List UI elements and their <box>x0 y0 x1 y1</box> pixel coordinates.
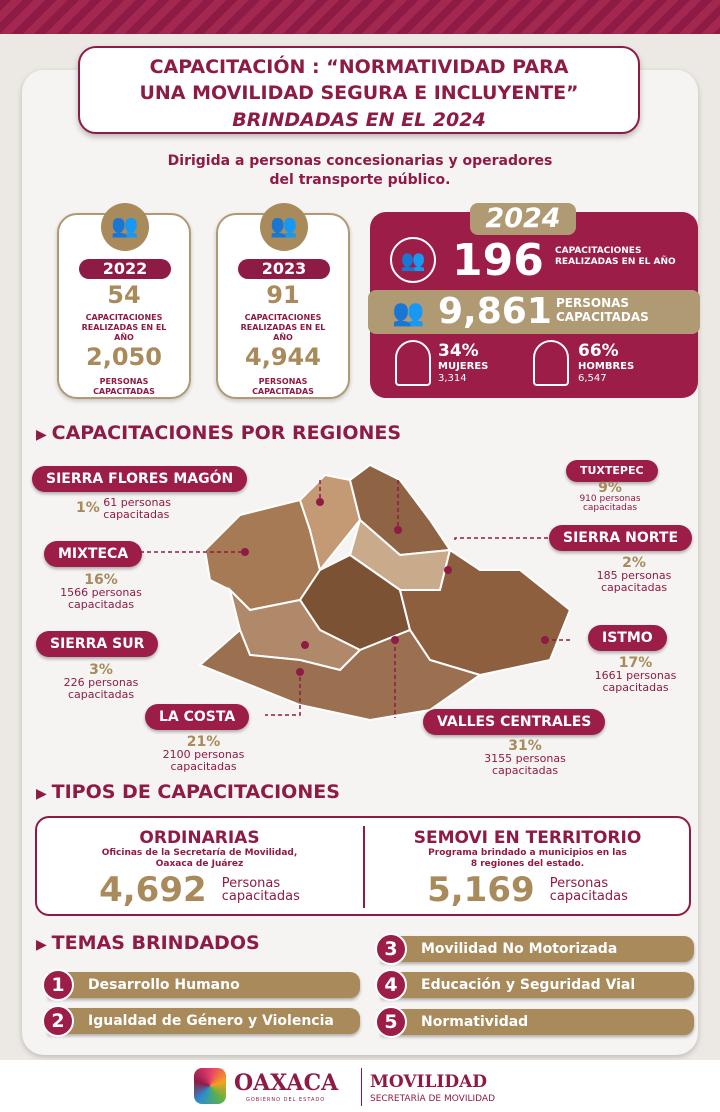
region-info-istmo <box>588 657 683 694</box>
count: 61 personas capacitadas <box>103 496 171 521</box>
year-badge-2024: 2024 <box>470 203 576 235</box>
personas-label: PERSONAS CAPACITADAS <box>252 377 314 396</box>
region-info-valles <box>475 740 575 777</box>
men-label: HOMBRES <box>578 361 635 372</box>
oaxaca-logo-icon <box>194 1068 226 1104</box>
capacitaciones-count: 91 <box>266 281 300 309</box>
tema-label: Educación y Seguridad Vial <box>421 977 636 993</box>
tema-item <box>48 1008 360 1034</box>
tipo-desc: Programa brindado a municipios en las <box>428 848 627 858</box>
count: 3155 personas capacitadas <box>484 752 566 777</box>
tipo-number-label <box>222 877 300 903</box>
region-info-tuxtepec <box>570 480 650 513</box>
card-2023 <box>216 213 350 399</box>
tema-number: 3 <box>375 933 407 965</box>
capacitaciones-label: CAPACITACIONES REALIZADAS EN EL AÑO <box>81 313 167 342</box>
pct: 16% <box>84 572 118 588</box>
region-label-valles: VALLES CENTRALES <box>423 709 605 735</box>
year-badge: 2022 <box>79 259 171 279</box>
tema-item <box>381 936 694 962</box>
women-pct: 34% <box>438 341 479 361</box>
woman-icon <box>395 340 431 386</box>
region-label-sierra-sur: SIERRA SUR <box>36 631 158 657</box>
people-icon: 👥 <box>392 298 425 328</box>
tipo-semovi <box>365 818 690 910</box>
tipo-desc: Oaxaca de Juárez <box>155 859 244 869</box>
women-count: 3,314 <box>438 373 467 384</box>
region-label-costa: LA COSTA <box>145 704 249 730</box>
label-line: Personas <box>221 876 281 891</box>
pct: 1% <box>76 500 100 516</box>
region-label-mixteca: MIXTECA <box>44 541 142 567</box>
tema-label: Normatividad <box>421 1014 529 1030</box>
capacitaciones-label: CAPACITACIONES REALIZADAS EN EL AÑO <box>240 313 326 342</box>
training-icon: 👥 <box>390 237 436 283</box>
title-box <box>78 46 640 134</box>
region-info-sierra-flores <box>76 497 196 521</box>
secretaria-text: SECRETARÍA DE MOVILIDAD <box>370 1094 496 1104</box>
region-label-istmo: ISTMO <box>588 625 667 651</box>
count: 185 personas capacitadas <box>596 569 672 594</box>
pct: 21% <box>186 734 221 750</box>
pct: 2% <box>622 555 646 571</box>
subtitle-line-1: Dirigida a personas concesionarias y operadores <box>167 153 553 169</box>
tema-item <box>381 1009 694 1035</box>
movilidad-text: MOVILIDAD <box>370 1072 488 1092</box>
tipo-title: SEMOVI EN TERRITORIO <box>413 828 642 848</box>
tipo-number: 4,692 <box>99 870 207 910</box>
men-pct: 66% <box>578 341 619 361</box>
region-mixteca <box>205 500 320 610</box>
oaxaca-logo-text: OAXACA <box>234 1070 339 1096</box>
temas-heading: ▶ TEMAS BRINDADOS <box>36 932 260 954</box>
title-line-1: CAPACITACIÓN : “NORMATIVIDAD PARA <box>149 56 569 78</box>
men-count: 6,547 <box>578 373 607 384</box>
personas-2024-label: PERSONAS CAPACITADAS <box>556 296 649 324</box>
region-info-costa <box>156 736 251 773</box>
count: 910 personas capacitadas <box>579 494 641 513</box>
training-icon: 👥 <box>101 203 149 251</box>
pct: 3% <box>89 662 113 678</box>
pct: 31% <box>508 738 542 754</box>
tema-item <box>381 972 694 998</box>
footer <box>0 1060 720 1112</box>
tipos-box <box>35 816 691 916</box>
gobierno-text: GOBIERNO DEL ESTADO <box>246 1097 326 1103</box>
tema-label: Desarrollo Humano <box>88 977 240 993</box>
capacitaciones-2024-count: 196 <box>452 235 544 286</box>
pct: 9% <box>598 480 622 496</box>
region-info-sierra-norte <box>588 557 680 594</box>
tema-label: Igualdad de Género y Violencia <box>88 1013 334 1029</box>
label-line: capacitadas <box>549 889 628 904</box>
personas-count: 2,050 <box>86 343 162 371</box>
capacitaciones-2024-label: CAPACITACIONES REALIZADAS EN EL AÑO <box>555 246 676 267</box>
tipo-ordinarias <box>37 818 362 910</box>
region-info-mixteca <box>56 574 146 611</box>
tema-item <box>48 972 360 998</box>
tema-number: 5 <box>375 1006 407 1038</box>
decorative-band <box>0 0 720 34</box>
count: 1661 personas capacitadas <box>594 669 677 694</box>
tema-number: 1 <box>42 969 74 1001</box>
man-icon <box>533 340 569 386</box>
label-line: capacitadas <box>221 889 300 904</box>
title-line-3: BRINDADAS EN EL 2024 <box>232 109 486 131</box>
title-line-2: UNA MOVILIDAD SEGURA E INCLUYENTE” <box>139 82 579 104</box>
region-label-tuxtepec: TUXTEPEC <box>566 460 658 482</box>
label-line: Personas <box>549 876 609 891</box>
tema-number: 2 <box>42 1005 74 1037</box>
tipos-heading: ▶ TIPOS DE CAPACITACIONES <box>36 781 340 803</box>
personas-count: 4,944 <box>245 343 321 371</box>
year-badge: 2023 <box>238 259 330 279</box>
region-label-sierra-flores: SIERRA FLORES MAGÓN <box>32 466 247 492</box>
count: 1566 personas capacitadas <box>60 586 142 611</box>
tema-label: Movilidad No Motorizada <box>421 941 618 957</box>
personas-2024-count: 9,861 <box>438 291 552 332</box>
pct: 17% <box>618 655 653 671</box>
capacitaciones-count: 54 <box>107 281 141 309</box>
tipo-desc: 8 regiones del estado. <box>470 859 585 869</box>
tema-number: 4 <box>375 969 407 1001</box>
tipo-number: 5,169 <box>427 870 535 910</box>
region-label-sierra-norte: SIERRA NORTE <box>549 525 692 551</box>
tipo-number-label <box>550 877 628 903</box>
subtitle-line-2: del transporte público. <box>269 172 451 188</box>
training-icon: 👥 <box>260 203 308 251</box>
card-2022 <box>57 213 191 399</box>
personas-label: PERSONAS CAPACITADAS <box>93 377 155 396</box>
women-label: MUJERES <box>438 361 489 372</box>
regions-heading: ▶ CAPACITACIONES POR REGIONES <box>36 422 401 444</box>
subtitle <box>0 152 720 190</box>
tipo-desc: Oficinas de la Secretaría de Movilidad, <box>101 848 298 858</box>
tipo-title: ORDINARIAS <box>139 828 260 848</box>
divider <box>361 1068 362 1106</box>
count: 2100 personas capacitadas <box>162 748 245 773</box>
count: 226 personas capacitadas <box>63 676 139 701</box>
region-info-sierra-sur <box>56 664 146 701</box>
